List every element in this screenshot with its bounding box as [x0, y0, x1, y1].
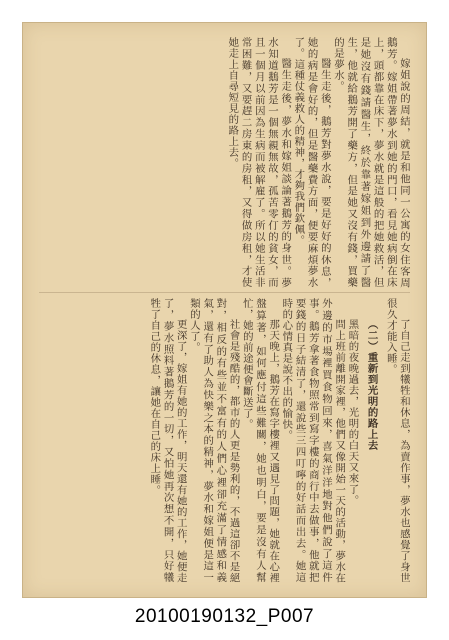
paragraph: 問上班前離開家裡，他們又像開始一天的活動，夢水在外邊的市場裡買食物回來，喜氣洋洋地對他們說了這件事。鵝芳拿著食物照常到寫字樓的商行中去做事，他就把要錢的日子結清了，還說些三四叮嚀的好話而出去。她這時的心情真是說不出的愉快。: [280, 298, 346, 583]
paragraph: 黑暗的夜晚過去，光明的白天又來了。: [346, 318, 359, 506]
paragraph: 嫁姐說的周結，就是和他同一公寓的女住客周鵝芳。嫁姐帶著夢水到她的門口，看見她病倒在床上，頭都靠在床下，夢水就是這般的把她救活，但是她沒有錢請醫生，終於靠著嫁姐到外邊請了醫生，他就給鵝芳開了藥方，但是她又沒有錢，買藥的是夢水。: [331, 37, 410, 288]
image-caption: 20100190132_P007: [134, 606, 315, 627]
page-body: [39, 37, 410, 583]
paragraph: 那天晚上，鵝芳在寫字樓裡又遇見了問題，她就在心裡盤算著，如何應付這些難關，她也明白，要是沒有人幫忙，她的前途便會斷送了。: [240, 298, 280, 583]
text-block-bottom: [39, 298, 410, 583]
paragraph: 社會是殘酷的，都市的人更是勢利的，不過這卻不是絕對，相反的有些並不富有的人們心裡卻充滿了情感和義氣，還有了助人為快樂之本的精神，夢水和嫁姐便是這一類的人了。: [187, 298, 240, 583]
paragraph: 更深了，嫁姐有她的工作，明天還有她的工作，她便走了，夢水照料著鵝芳的一切，又怕她再次想不開，只好犧牲了自己的休息，讓她在自己的床上睡。: [148, 298, 187, 583]
text-block-top: [39, 37, 410, 288]
scanned-page: [22, 22, 427, 598]
fold-divider: [39, 292, 410, 293]
paragraph: 醫生走後，夢水和嫁姐談論著鵝芳的身世。夢水知道鵝芳是一個無親無故，孤苦零仃的貧女，而且一個月以前因為生病而被解雇了。所以她生活非常困難，又要趕二房東的房租，又得做房租，才使她走上自尋短見的路上去。: [226, 37, 292, 288]
paragraph: 醫生走後，鵝芳對夢水說，要是好好的休息，她的病是會好的，但是醫藥費方面，便要麻煩夢水了。這種仗義救人的精神，才夠我們欽佩。: [292, 37, 331, 288]
paragraph: 了自己走到犧牲和休息，為賣作事，夢水也感覺了身世很久才能入睡。: [384, 298, 410, 583]
section-heading: （二）重新到光明的路上去: [365, 318, 378, 451]
